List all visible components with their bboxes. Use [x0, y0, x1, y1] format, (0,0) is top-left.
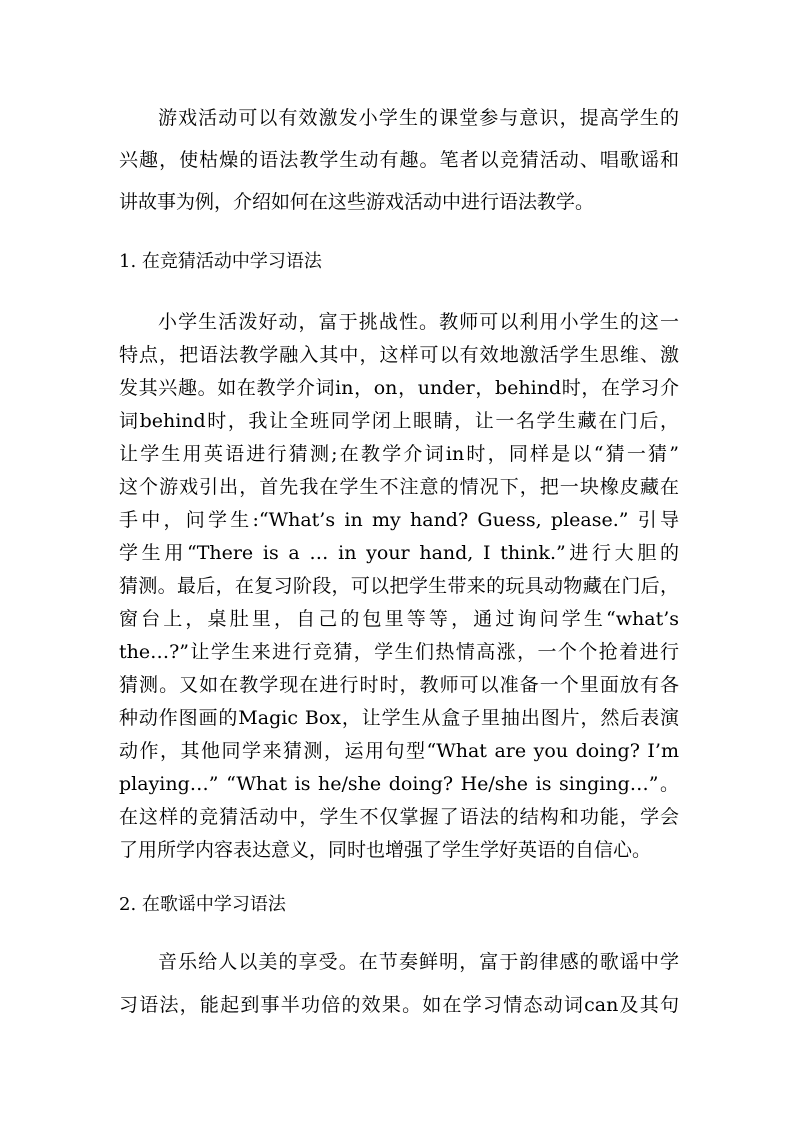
body-line: 发其兴趣。如在教学介词in，on，under，behind时，在学习介 [119, 377, 679, 399]
body-line: 这个游戏引出，首先我在学生不注意的情况下，把一块橡皮藏在 [119, 476, 679, 498]
body-line: 习语法，能起到事半功倍的效果。如在学习情态动词can及其句 [119, 994, 679, 1016]
section-heading-2: 2. 在歌谣中学习语法 [119, 894, 286, 915]
body-line: 学生用“There is a … in your hand, I think.”进行大胆的 [119, 542, 679, 564]
body-line: 种动作图画的Magic Box，让学生从盒子里抽出图片，然后表演 [119, 707, 679, 729]
body-line: 手中，问学生:“What’s in my hand? Guess, please.” 引导 [119, 509, 679, 531]
body-line: 动作，其他同学来猜测，运用句型“What are you doing? I’m [119, 740, 679, 762]
intro-line: 讲故事为例，介绍如何在这些游戏活动中进行语法教学。 [119, 191, 595, 213]
body-line: 音乐给人以美的享受。在节奏鲜明，富于韵律感的歌谣中学 [158, 951, 679, 973]
body-line: 在这样的竞猜活动中，学生不仅掌握了语法的结构和功能，学会 [119, 806, 679, 828]
body-line: 了用所学内容表达意义，同时也增强了学生学好英语的自信心。 [119, 839, 652, 861]
body-line: 猜测。最后，在复习阶段，可以把学生带来的玩具动物藏在门后， [119, 575, 679, 597]
body-line: 特点，把语法教学融入其中，这样可以有效地激活学生思维、激 [119, 344, 679, 366]
body-line: 猜测。又如在教学现在进行时时，教师可以准备一个里面放有各 [119, 674, 679, 696]
body-line: the…?”让学生来进行竞猜，学生们热情高涨，一个个抢着进行 [119, 641, 679, 663]
intro-line: 兴趣，使枯燥的语法教学生动有趣。笔者以竞猜活动、唱歌谣和 [119, 149, 679, 171]
body-line: 窗台上，桌肚里，自己的包里等等，通过询问学生“what’s [119, 608, 679, 630]
body-line: playing…” “What is he/she doing? He/she is singing…”。 [119, 773, 679, 795]
body-line: 小学生活泼好动，富于挑战性。教师可以利用小学生的这一 [158, 311, 679, 333]
section-heading-1: 1. 在竞猜活动中学习语法 [119, 251, 322, 272]
body-line: 让学生用英语进行猜测;在教学介词in时，同样是以“猜一猜” [119, 443, 679, 465]
body-line: 词behind时，我让全班同学闭上眼睛，让一名学生藏在门后， [119, 410, 679, 432]
intro-line: 游戏活动可以有效激发小学生的课堂参与意识，提高学生的 [158, 107, 679, 129]
